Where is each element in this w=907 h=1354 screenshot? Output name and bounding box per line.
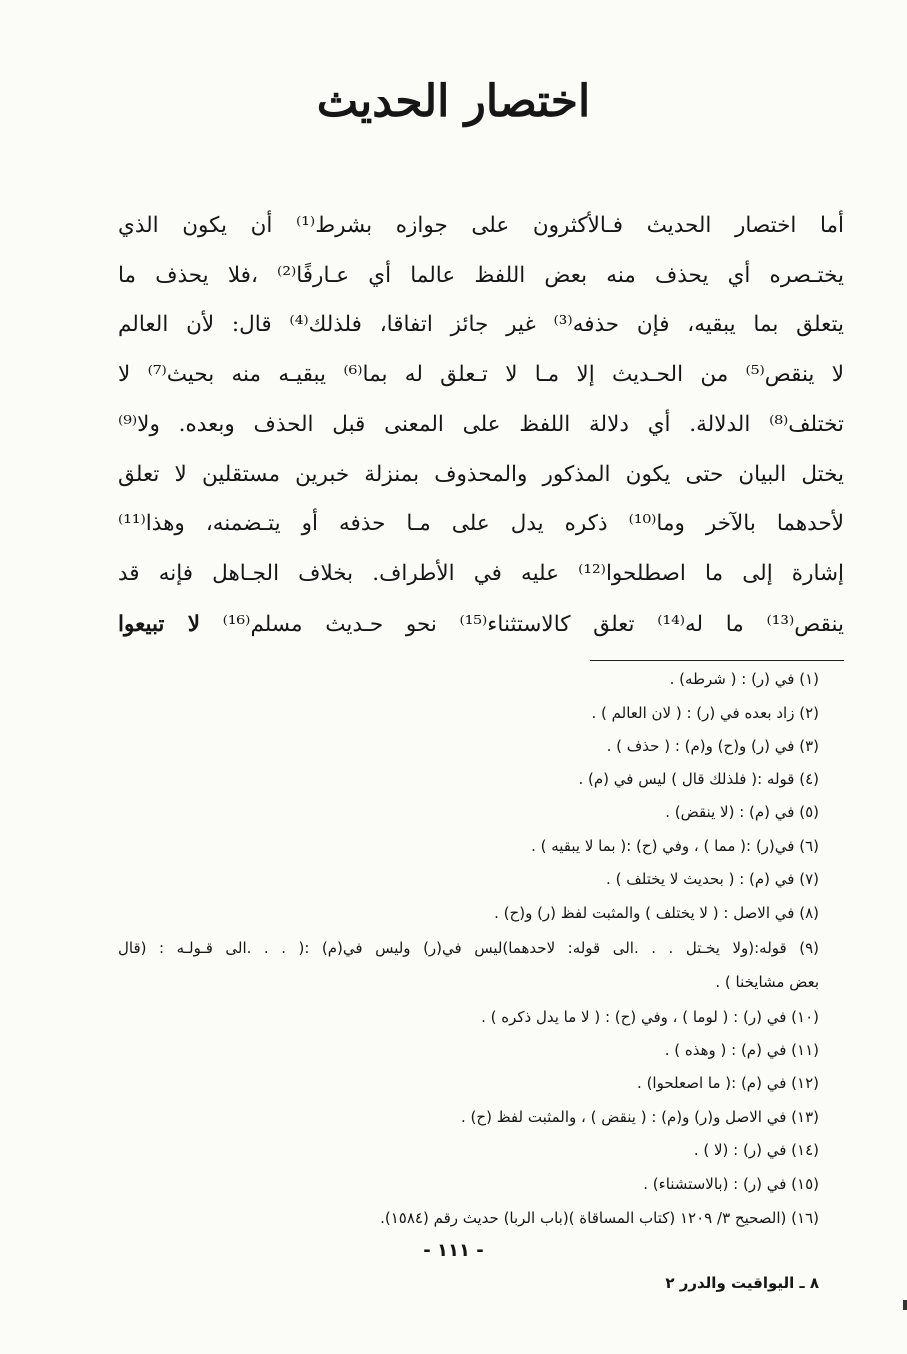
text-line-last: [118, 603, 844, 647]
footnote: (٩) قوله:(ولا يخـتل . . .الى قوله: لاحدهما)ليس في(ر) وليس في(م) :( . . .الى قـولـه : (قال: [118, 939, 819, 957]
footnote: (١٣) في الاصل و(ر) و(م) : ( ينقض ) ، والمثبت لفظ (ح) .: [461, 1108, 819, 1126]
page-number: - ١١١ -: [423, 1240, 484, 1261]
scan-edge-mark: [903, 1300, 907, 1310]
text-line-regular: ينقص⁽¹³⁾ ما له⁽¹⁴⁾ تعلق كالاستثناء⁽¹⁵⁾ نحو حـديث مسلم⁽¹⁶⁾: [199, 612, 844, 637]
footnote: (٤) قوله :( فلذلك قال ) ليس في (م) .: [578, 770, 819, 788]
footnote: (٥) في (م) : (لا ينقض) .: [665, 803, 819, 821]
footnote: (١٠) في (ر) : ( لوما ) ، وفي (ح) : ( لا ما يدل ذكره ) .: [481, 1008, 819, 1026]
text-line: تختلف⁽⁸⁾ الدلالة. أي دلالة اللفظ على المعنى قبل الحذف وبعده. ولا⁽⁹⁾: [118, 412, 844, 437]
text-line: يتعلق بما يبقيه، فإن حذفه⁽³⁾ غير جائز اتفاقا، فلذلك⁽⁴⁾ قال: لأن العالم: [118, 312, 844, 337]
footnote-continued: بعض مشايخنا ) .: [715, 973, 819, 991]
text-line: أما اختصار الحديث فـالأكثرون على جوازه بشرط⁽¹⁾ أن يكون الذي: [118, 213, 844, 238]
footnote: (٢) زاد بعده في (ر) : ( لان العالم ) .: [591, 704, 819, 722]
footnote: (١٢) في (م) :( ما اصعلحوا) .: [637, 1074, 819, 1092]
footnote-rule: [590, 660, 844, 661]
footnote: (٧) في (م) : ( بحديث لا يختلف ) .: [606, 870, 819, 888]
text-line: إشارة إلى ما اصطلحوا⁽¹²⁾ عليه في الأطراف. بخلاف الجـاهل فإنه قد: [118, 561, 844, 586]
footnote: (١٦) (الصحيح ٣/ ١٢٠٩ (كتاب المساقاة )(باب الربا) حديث رقم (١٥٨٤).: [380, 1209, 819, 1227]
signature-mark: ٨ ـ اليواقيت والدرر ٢: [665, 1274, 819, 1292]
footnote: (١٤) في (ر) : (لا ) .: [693, 1141, 819, 1159]
text-line-bold: لا تبيعوا: [118, 612, 200, 637]
text-line: لأحدهما بالآخر وما⁽¹⁰⁾ ذكره يدل على مـا حذفه أو يتـضمنه، وهذا⁽¹¹⁾: [118, 511, 844, 536]
footnote: (١١) في (م) : ( وهذه ) .: [664, 1041, 819, 1059]
text-line: يختل البيان حتى يكون المذكور والمحذوف بمنزلة خبرين مستقلين لا تعلق: [118, 462, 844, 487]
footnote: (٣) في (ر) و(ح) و(م) : ( حذف ) .: [606, 737, 819, 755]
footnote: (٨) في الاصل : ( لا يختلف ) والمثبت لفظ (ر) و(ح) .: [494, 904, 819, 922]
footnote: (٦) في(ر) :( مما ) ، وفي (ح) :( بما لا يبقيه ) .: [531, 837, 819, 855]
page-title: اختصار الحديث: [316, 76, 591, 127]
text-line: لا ينقص⁽⁵⁾ من الحـديث إلا مـا لا تـعلق له بما⁽⁶⁾ يبقيـه منه بحيث⁽⁷⁾ لا: [118, 362, 844, 387]
text-line: يختـصره أي يحذف منه بعض اللفظ عالما أي عـارفًا⁽²⁾ ،فلا يحذف ما: [118, 263, 844, 288]
footnote: (١٥) في (ر) : (بالاستشناء) .: [643, 1175, 819, 1193]
footnote: (١) في (ر) : ( شرطه) .: [669, 670, 819, 688]
